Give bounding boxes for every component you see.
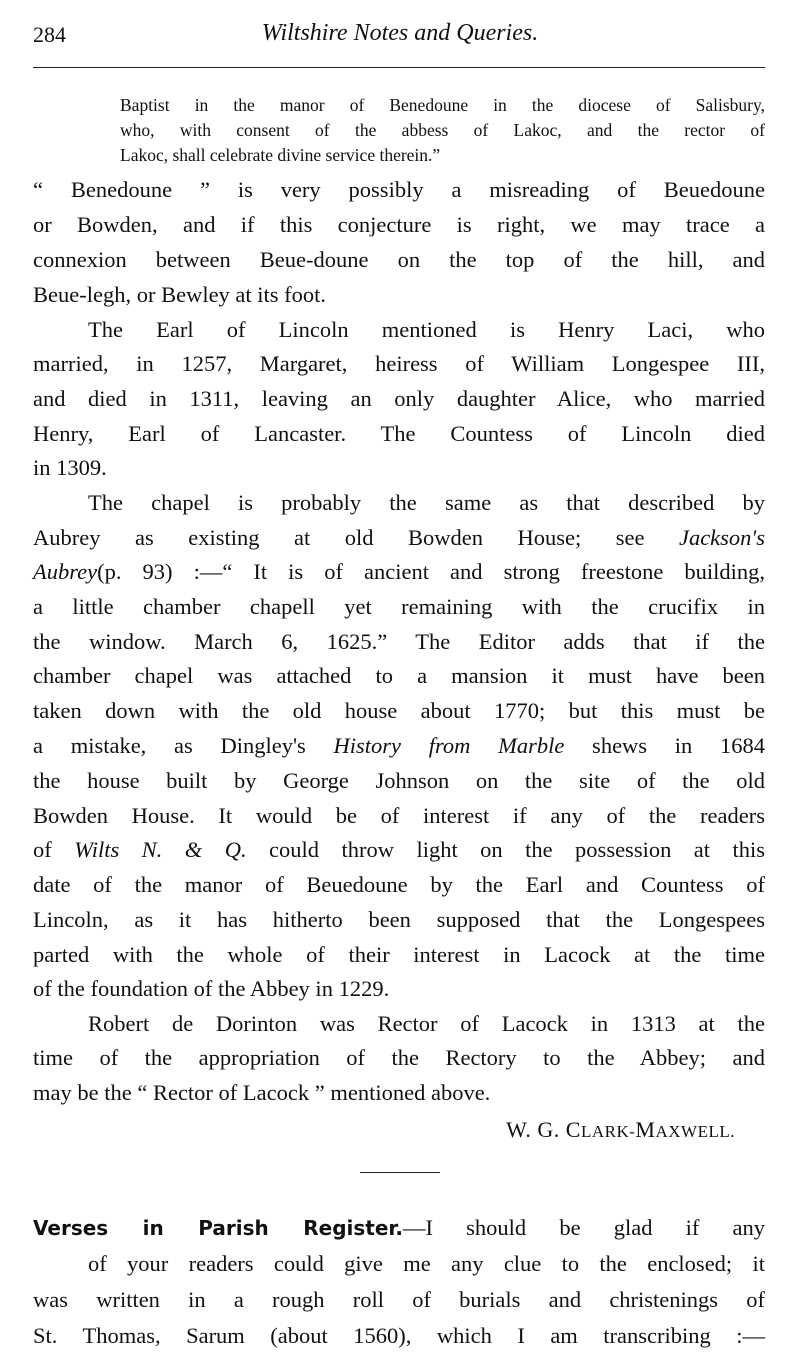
text-line: [33, 729, 765, 763]
text-line: [33, 659, 765, 693]
text-line: [33, 1076, 765, 1110]
text-line: [33, 903, 765, 937]
section-heading: Verses in Parish Register.: [33, 1216, 404, 1240]
signature-part: AXWELL.: [655, 1122, 735, 1141]
text-segment: parted with the whole of their interest in Lacock at the time: [33, 942, 765, 967]
text-segment: (p. 93) :—“ It is of ancient and strong freestone building,: [97, 559, 765, 584]
text-segment: Bowden House. It would be of interest if any of the readers: [33, 803, 765, 828]
quote-line: Baptist in the manor of Benedoune in the diocese of Salisbury,: [120, 95, 765, 115]
text-line: [33, 1041, 765, 1075]
text-segment: chamber chapel was attached to a mansion it must have been: [33, 663, 765, 688]
text-segment: of: [33, 837, 75, 862]
text-segment: a mistake, as Dingley's: [33, 733, 334, 758]
text-segment: a little chamber chapell yet remaining with the crucifix in: [33, 594, 765, 619]
text-line: [33, 1319, 765, 1353]
text-line: [33, 382, 765, 416]
text-line: [33, 694, 765, 728]
text-line: [33, 938, 765, 972]
text-segment: and died in 1311, leaving an only daughter Alice, who married: [33, 386, 765, 411]
text-segment: the window. March 6, 1625.” The Editor adds that if the: [33, 629, 765, 654]
text-segment: time of the appropriation of the Rectory to the Abbey; and: [33, 1045, 765, 1070]
quote-line: who, with consent of the abbess of Lakoc, and the rector of: [120, 120, 765, 140]
italic-title: Aubrey: [33, 559, 98, 584]
text-segment: Beue-legh, or Bewley at its foot.: [33, 282, 327, 307]
text-segment: Robert de Dorinton was Rector of Lacock in 1313 at the: [88, 1011, 765, 1036]
text-line: [33, 625, 765, 659]
text-line: [88, 486, 765, 520]
text-line: [33, 243, 765, 277]
text-line: [88, 1007, 765, 1041]
quote-line: Lakoc, shall celebrate divine service therein.”: [120, 145, 441, 165]
signature-part: LARK-: [580, 1122, 636, 1141]
text-segment: Lincoln, as it has hitherto been supposed that the Longespees: [33, 907, 765, 932]
text-line: [33, 173, 765, 207]
text-segment: shews in 1684: [564, 733, 765, 758]
header-rule: [33, 67, 765, 68]
text-segment: the house built by George Johnson on the site of the old: [33, 768, 765, 793]
text-segment: may be the “ Rector of Lacock ” mentioned above.: [33, 1080, 491, 1105]
text-segment: taken down with the old house about 1770; but this must be: [33, 698, 765, 723]
text-line: [33, 555, 765, 589]
italic-title: Jackson's: [678, 525, 765, 550]
text-line: [33, 1211, 765, 1245]
text-line: [88, 1247, 765, 1281]
italic-title: Wilts N. & Q.: [74, 837, 247, 862]
text-line: [33, 764, 765, 798]
text-segment: could throw light on the possession at this: [246, 837, 765, 862]
text-segment: date of the manor of Beuedoune by the Earl and Countess of: [33, 872, 765, 897]
text-line: [33, 972, 765, 1006]
text-line: [33, 347, 765, 381]
text-line: [88, 313, 765, 347]
text-line: [33, 521, 765, 555]
text-line: [33, 868, 765, 902]
text-segment: was written in a rough roll of burials and christenings of: [33, 1287, 765, 1312]
text-segment: or Bowden, and if this conjecture is right, we may trace a: [33, 212, 765, 237]
italic-title: History from Marble: [333, 733, 565, 758]
text-line: [33, 1283, 765, 1317]
text-line: [33, 417, 765, 451]
text-segment: of your readers could give me any clue to the enclosed; it: [88, 1251, 765, 1276]
text-segment: “ Benedoune ” is very possibly a misreading of Beuedoune: [33, 177, 765, 202]
text-line: [33, 833, 765, 867]
running-title: Wiltshire Notes and Queries.: [261, 20, 539, 46]
text-segment: —I should be glad if any: [403, 1215, 765, 1240]
text-segment: Henry, Earl of Lancaster. The Countess of Lincoln died: [33, 421, 765, 446]
text-segment: connexion between Beue-doune on the top of the hill, and: [33, 247, 765, 272]
text-segment: St. Thomas, Sarum (about 1560), which I am transcribing :—: [33, 1323, 765, 1348]
text-line: [33, 451, 765, 485]
text-segment: in 1309.: [33, 455, 107, 480]
signature: [506, 1117, 735, 1143]
text-line: [33, 278, 765, 312]
signature-part: M: [635, 1117, 656, 1142]
section-divider: [360, 1172, 440, 1173]
text-segment: Aubrey as existing at old Bowden House; see: [33, 525, 679, 550]
text-segment: The chapel is probably the same as that described by: [88, 490, 765, 515]
text-segment: of the foundation of the Abbey in 1229.: [33, 976, 390, 1001]
text-line: [33, 799, 765, 833]
text-segment: The Earl of Lincoln mentioned is Henry Laci, who: [88, 317, 765, 342]
text-line: [33, 590, 765, 624]
text-segment: married, in 1257, Margaret, heiress of William Longespee III,: [33, 351, 765, 376]
page-number: 284: [33, 22, 66, 47]
signature-initials: W. G. C: [506, 1117, 581, 1142]
text-line: [33, 208, 765, 242]
